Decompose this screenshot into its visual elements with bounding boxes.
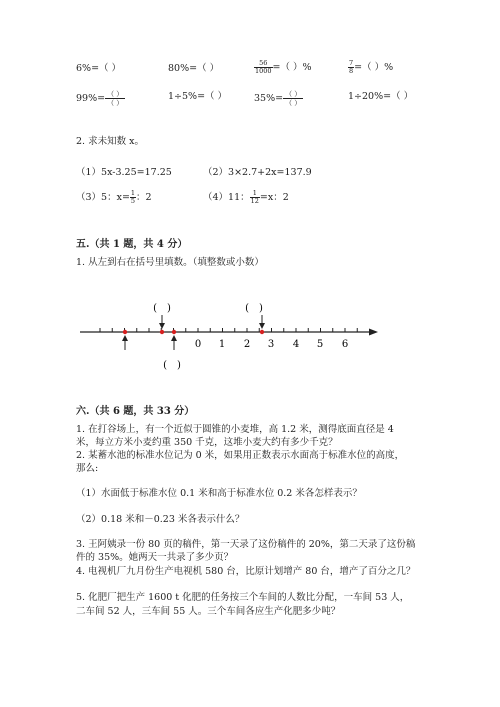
question-5-line-2: 二车间 52 人，三车间 55 人。三个车间各应生产化肥多少吨？: [76, 606, 341, 617]
point-marker: [160, 330, 164, 334]
tick-label-3: 3: [267, 339, 275, 350]
point-marker: [260, 330, 264, 334]
down-arrow-icon: [159, 315, 165, 329]
fraction: $\frac{1}{5}$: [130, 189, 136, 205]
question-2-line-1: 2. 某蓄水池的标准水位记为 0 米，如果用正数表示水面高于标准水位的高度，: [76, 450, 405, 461]
up-arrow-icon: [171, 335, 177, 350]
point-marker: [123, 330, 127, 334]
blank-80-percent[interactable]: 80%=（ ）: [168, 63, 220, 74]
blank-56-over-1000[interactable]: $\frac{56}{1000}$ =（ ）%: [255, 59, 312, 75]
question-4: 4. 电视机厂九月份生产电视机 580 台，比原计划增产 80 台，增产了百分之几？: [76, 566, 416, 577]
question-2-sub-2: （2）0.18 米和－0.23 米各表示什么？: [76, 514, 245, 525]
section-6-heading: 六.（共 6 题，共 33 分）: [76, 406, 195, 417]
down-arrow-icon: [259, 315, 265, 329]
answer-blank-top-left[interactable]: ( ): [153, 303, 171, 314]
blank-7-over-8[interactable]: $\frac{7}{8}$ =（ ）%: [349, 59, 394, 75]
section-5-question-1: 1. 从左到右在括号里填数。（填整数或小数）: [76, 257, 264, 268]
question-1-line-2: 米，每立方米小麦约重 350 千克，这堆小麦大约有多少千克？: [76, 437, 338, 448]
fraction: $\frac{1}{12}$: [250, 189, 259, 205]
tick-label-0: 0: [194, 339, 202, 350]
question-2-sub-1: （1）水面低于标准水位 0.1 米和高于标准水位 0.2 米各怎样表示？: [76, 488, 362, 499]
tick-label-5: 5: [316, 339, 324, 350]
fraction: $\frac{( )}{( )}$: [285, 90, 302, 107]
answer-blank-top-right[interactable]: ( ): [245, 303, 263, 314]
blank-1-div-5-percent[interactable]: 1÷5%=（ ）: [168, 91, 228, 102]
fraction: $\frac{7}{8}$: [349, 59, 354, 75]
tick-label-6: 6: [341, 339, 349, 350]
question-1-line-1: 1. 在打谷场上，有一个近似于圆锥的小麦堆，高 1.2 米，测得底面直径是 4: [76, 424, 394, 435]
blank-1-div-20-percent[interactable]: 1÷20%=（ ）: [348, 91, 414, 102]
tick-label-4: 4: [292, 339, 300, 350]
equation-2: （2）3×2.7+2x=137.9: [203, 167, 312, 178]
section-5-heading: 五.（共 1 题，共 4 分）: [76, 239, 188, 250]
tick-label-1: 1: [218, 339, 226, 350]
equation-1: （1）5x-3.25=17.25: [76, 167, 172, 178]
blank-35-percent[interactable]: 35%= $\frac{( )}{( )}$: [254, 90, 302, 107]
tick-label-2: 2: [243, 339, 251, 350]
answer-blank-bottom[interactable]: ( ): [163, 360, 181, 371]
number-line: [0, 290, 500, 380]
axis-arrow-icon: [369, 329, 378, 336]
equation-3: （3）5：x= $\frac{1}{5}$ ：2: [76, 189, 152, 205]
question-title: 2. 求未知数 x。: [76, 136, 144, 147]
axis-ticks: [100, 328, 357, 332]
fraction: $\frac{56}{1000}$: [255, 59, 272, 75]
point-marker: [172, 330, 176, 334]
question-3-line-1: 3. 王阿姨录一份 80 页的稿件，第一天录了这份稿件的 20%，第二天录了这份稿: [76, 539, 416, 550]
question-3-line-2: 件的 35%。她两天一共录了多少页？: [76, 552, 234, 563]
up-arrow-icon: [122, 335, 128, 350]
blank-99-percent[interactable]: 99%= $\frac{( )}{( )}$: [76, 90, 124, 107]
fraction: $\frac{( )}{( )}$: [107, 90, 124, 107]
equation-4: （4）11： $\frac{1}{12}$ =x：2: [203, 189, 289, 205]
blank-6-percent[interactable]: 6%=（ ）: [76, 63, 122, 74]
question-2-line-2: 那么:: [76, 463, 99, 474]
question-5-line-1: 5. 化肥厂把生产 1600 t 化肥的任务按三个车间的人数比分配，一车间 53 人，: [76, 592, 410, 603]
